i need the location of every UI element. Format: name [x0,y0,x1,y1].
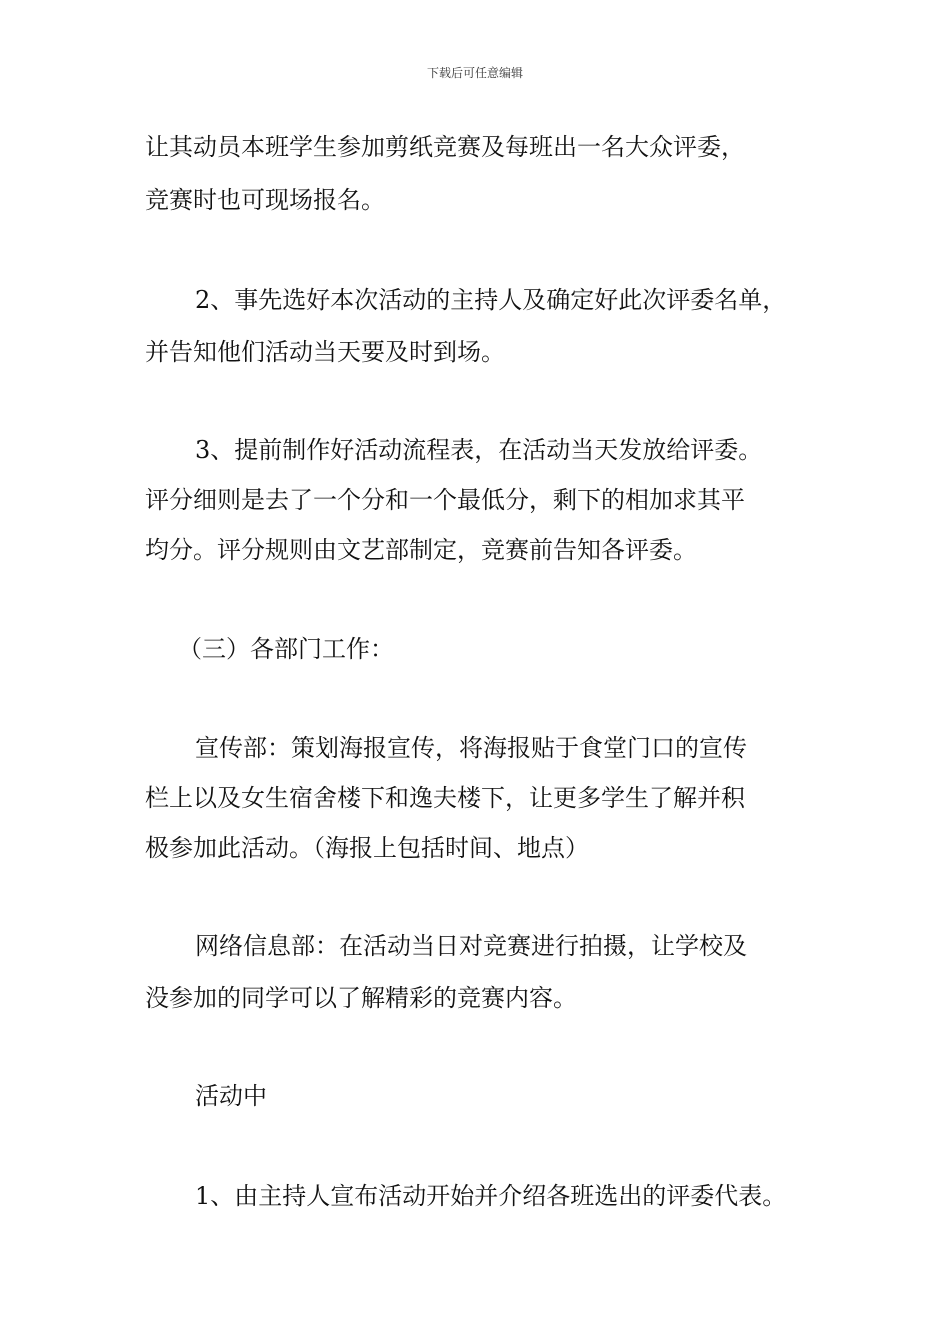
paragraph-line: 评分细则是去了一个分和一个最低分，剩下的相加求其平 [145,486,745,514]
paragraph-line: 竞赛时也可现场报名。 [145,186,385,214]
paragraph-line: 宣传部：策划海报宣传，将海报贴于食堂门口的宣传 [195,734,747,762]
paragraph-line: 并告知他们活动当天要及时到场。 [145,338,505,366]
page-header: 下载后可任意编辑 [426,66,523,80]
paragraph-line: 没参加的同学可以了解精彩的竞赛内容。 [145,984,577,1012]
paragraph-line: 均分。评分规则由文艺部制定，竞赛前告知各评委。 [145,536,697,564]
subheading: 活动中 [195,1082,267,1110]
paragraph-line: 网络信息部：在活动当日对竞赛进行拍摄，让学校及 [195,932,747,960]
paragraph-line: 让其动员本班学生参加剪纸竞赛及每班出一名大众评委， [145,133,745,161]
paragraph-line: 栏上以及女生宿舍楼下和逸夫楼下，让更多学生了解并积 [145,784,745,812]
section-heading: （三）各部门工作： [178,635,394,663]
paragraph-line: 极参加此活动。（海报上包括时间、地点） [145,834,589,862]
paragraph-line: 2、事先选好本次活动的主持人及确定好此次评委名单， [195,286,787,314]
paragraph-line: 1、由主持人宣布活动开始并介绍各班选出的评委代表。 [195,1182,787,1210]
paragraph-line: 3、提前制作好活动流程表，在活动当天发放给评委。 [195,436,763,464]
